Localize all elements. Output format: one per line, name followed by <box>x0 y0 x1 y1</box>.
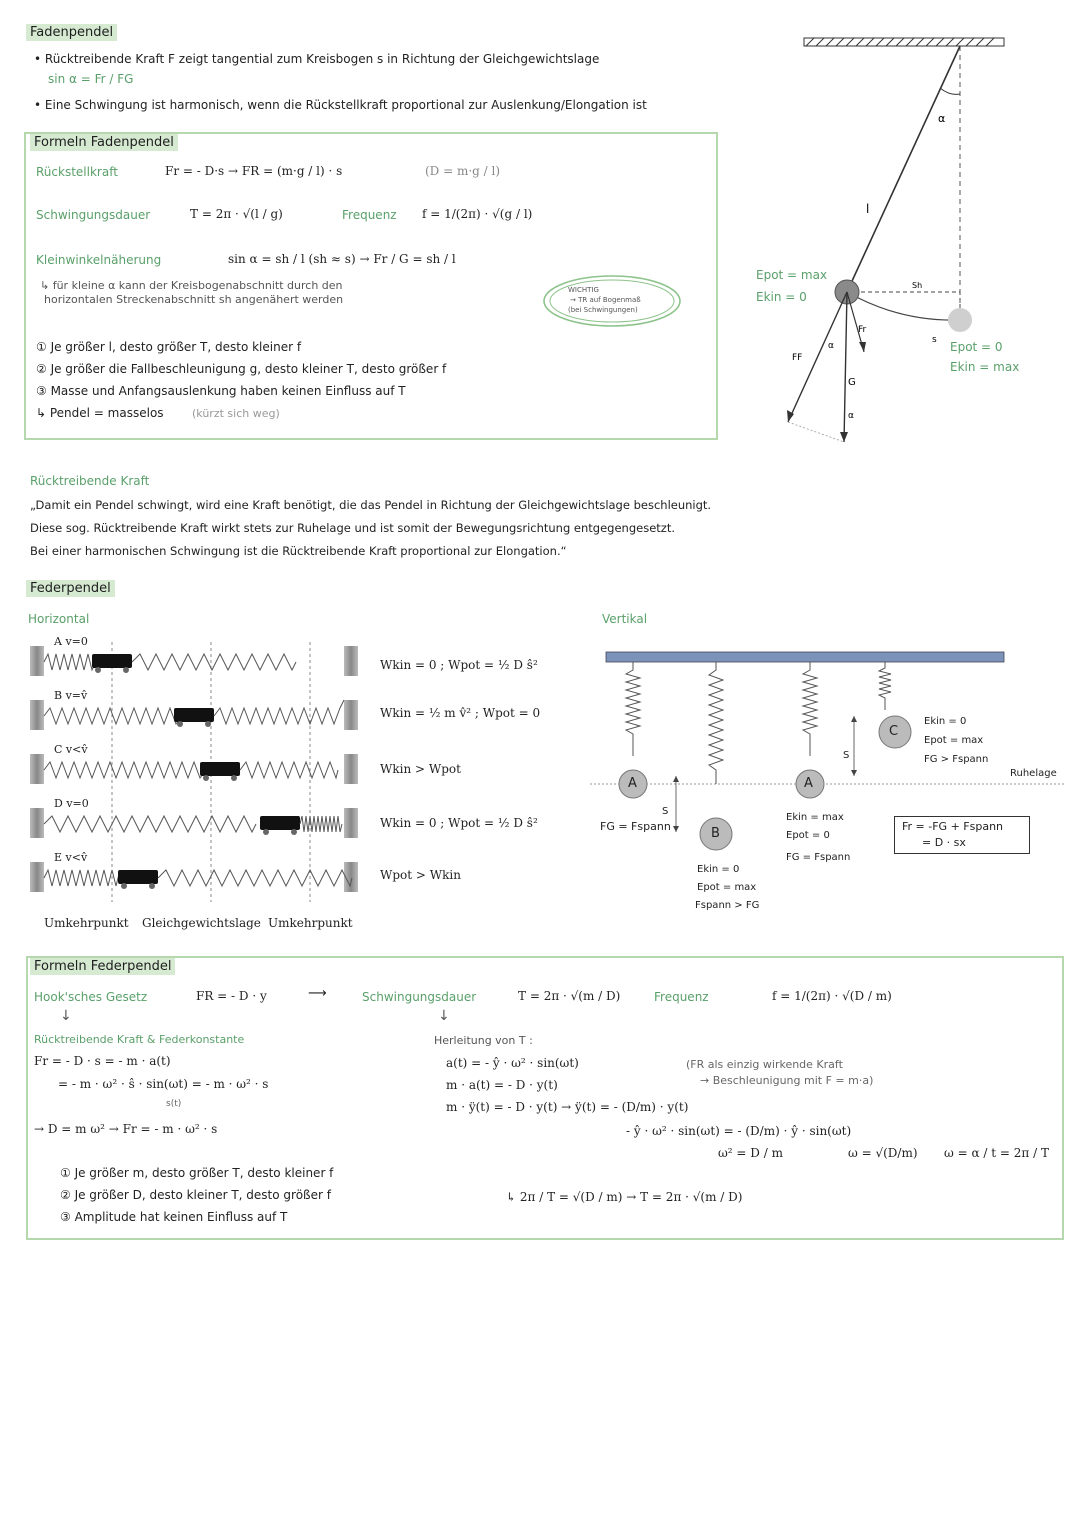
label-hooke: Hook'sches Gesetz <box>34 990 148 1004</box>
formula-kleinwinkel: sin α = sh / l (sh ≈ s) → Fr / G = sh / l <box>228 252 456 266</box>
arrow-down-herleitung: ↓ <box>438 1008 450 1024</box>
formula-d-note: (D = m·g / l) <box>425 164 501 178</box>
svg-text:G: G <box>848 377 856 388</box>
vert-label-a2: A <box>804 776 813 791</box>
bullet-ruecktreibende-kraft: • Rücktreibende Kraft F zeigt tangential zum Kreisbogen s in Richtung der Gleichgewichtslage <box>34 52 600 66</box>
herleitung-7: ω = α / t = 2π / T <box>944 1146 1049 1160</box>
energy-row-a: Wkin = 0 ; Wpot = ½ D ŝ² <box>380 658 538 672</box>
vert-label-c: C <box>889 724 899 739</box>
svg-text:l: l <box>866 202 870 216</box>
vert-c-force: FG > Fspann <box>924 754 989 765</box>
rule-feder-3: ③ Amplitude hat keinen Einfluss auf T <box>60 1210 288 1224</box>
svg-text:α: α <box>828 341 834 351</box>
vert-label-a: A <box>628 776 637 791</box>
wichtig-text-2: (bei Schwingungen) <box>568 306 638 314</box>
vert-a2-epot: Epot = 0 <box>786 830 830 841</box>
vert-force-box-line2: = D · sx <box>922 836 966 849</box>
note-fr-2: → Beschleunigung mit F = m·a) <box>700 1074 874 1087</box>
bullet-text: Rücktreibende Kraft F zeigt tangential zum Kreisbogen s in Richtung der Gleichgewichtslage <box>44 52 600 66</box>
label-feder-frequenz: Frequenz <box>654 990 709 1004</box>
rule-feder-1: ① Je größer m, desto größer T, desto kleiner f <box>60 1166 334 1180</box>
note-fr-1: (FR als einzig wirkende Kraft <box>686 1058 843 1071</box>
vert-a-forces: FG = Fspann <box>600 820 671 833</box>
vert-ruhelage: Ruhelage <box>1010 768 1057 779</box>
svg-text:α: α <box>848 411 854 421</box>
rule-faden-1: ① Je größer l, desto größer T, desto kleiner f <box>36 340 302 354</box>
formula-feder-frequenz: f = 1/(2π) · √(D / m) <box>772 989 892 1003</box>
label-epot-zero: Epot = 0 <box>950 340 1003 354</box>
vert-b-epot: Epot = max <box>697 882 757 893</box>
vert-a2-force: FG = Fspann <box>786 852 851 863</box>
ruck-line-1: „Damit ein Pendel schwingt, wird eine Kraft benötigt, die das Pendel in Richtung der Gleichgewichtslage beschleunigt. <box>30 498 712 512</box>
formula-schwingungsdauer: T = 2π · √(l / g) <box>190 207 283 221</box>
rule-faden-2: ② Je größer die Fallbeschleunigung g, desto kleiner T, desto größer f <box>36 362 447 376</box>
vert-s-left: S <box>662 806 669 817</box>
vertical-spring-diagram <box>590 636 1066 920</box>
herleitung-1: a(t) = - ŷ · ω² · sin(ωt) <box>446 1056 579 1070</box>
ruecktreibende-kraft-title: Rücktreibende Kraft <box>30 474 150 488</box>
formula-rueckstellkraft: Fr = - D·s → FR = (m·g / l) · s <box>165 164 343 178</box>
ruck-line-2: Diese sog. Rücktreibende Kraft wirkt stets zur Ruhelage und ist somit der Bewegungsrichtung entgegengesetzt. <box>30 521 675 535</box>
arrow-down-hooke: ↓ <box>60 1008 72 1024</box>
herleitung-6: ω = √(D/m) <box>848 1146 918 1160</box>
label-umkehrpunkt-right: Umkehrpunkt <box>268 916 353 930</box>
vert-c-epot: Epot = max <box>924 735 984 746</box>
formula-rk-1: Fr = - D · s = - m · a(t) <box>34 1054 171 1068</box>
horizontal-spring-diagram <box>28 632 368 914</box>
section-title-fadenpendel: Fadenpendel <box>26 24 117 41</box>
energy-row-d: Wkin = 0 ; Wpot = ½ D ŝ² <box>380 816 538 830</box>
label-frequenz: Frequenz <box>342 208 397 222</box>
formula-rk-2-note: s(t) <box>166 1099 182 1109</box>
formeln-federpendel-title: Formeln Federpendel <box>30 958 175 975</box>
herleitung-2: m · a(t) = - D · y(t) <box>446 1078 558 1092</box>
kleinwinkel-note-1: ↳ für kleine α kann der Kreisbogenabschnitt durch den <box>40 279 343 292</box>
formula-rk-2: = - m · ω² · ŝ · sin(ωt) = - m · ω² · s <box>58 1077 269 1091</box>
wichtig-label: WICHTIG <box>568 286 599 294</box>
svg-text:Fr: Fr <box>858 325 867 335</box>
rule-feder-2: ② Je größer D, desto kleiner T, desto größer f <box>60 1188 331 1202</box>
label-feder-schwingungsdauer: Schwingungsdauer <box>362 990 477 1004</box>
arrow-hooke: ⟶ <box>308 986 327 1001</box>
bullet-harmonisch: • Eine Schwingung ist harmonisch, wenn die Rückstellkraft proportional zur Auslenkung/Elongation ist <box>34 98 647 112</box>
label-rk-federkonstante: Rücktreibende Kraft & Federkonstante <box>34 1033 245 1046</box>
energy-row-c: Wkin > Wpot <box>380 762 461 776</box>
vert-force-box-line1: Fr = -FG + Fspann <box>902 820 1004 833</box>
vert-b-ekin: Ekin = 0 <box>697 864 740 875</box>
label-umkehrpunkt-left: Umkehrpunkt <box>44 916 129 930</box>
label-epot-max: Epot = max <box>756 268 828 282</box>
row-label-e: E v<v̂ <box>54 851 88 864</box>
formeln-fadenpendel-title: Formeln Fadenpendel <box>30 134 178 151</box>
label-vertikal: Vertikal <box>602 612 648 626</box>
rule-faden-4-note: (kürzt sich weg) <box>192 407 280 420</box>
fadenpendel-diagram <box>740 30 1070 460</box>
formula-rk-3: → D = m ω² → Fr = - m · ω² · s <box>34 1122 218 1136</box>
rule-faden-4: ↳ Pendel = masselos <box>36 406 164 420</box>
formula-hooke: FR = - D · y <box>196 989 267 1003</box>
svg-text:FF: FF <box>792 353 803 363</box>
label-horizontal: Horizontal <box>28 612 90 626</box>
row-label-b: B v=v̂ <box>54 689 88 702</box>
label-herleitung: Herleitung von T : <box>434 1034 533 1047</box>
label-ekin-zero: Ekin = 0 <box>756 290 807 304</box>
svg-text:Sh: Sh <box>912 281 923 290</box>
label-gleichgewichtslage: Gleichgewichtslage <box>142 916 261 930</box>
rule-faden-3: ③ Masse und Anfangsauslenkung haben keinen Einfluss auf T <box>36 384 406 398</box>
bullet-text: Eine Schwingung ist harmonisch, wenn die Rückstellkraft proportional zur Auslenkung/Elongation ist <box>44 98 647 112</box>
label-kleinwinkel: Kleinwinkelnäherung <box>36 253 162 267</box>
row-label-c: C v<v̂ <box>54 743 88 756</box>
vert-s-right: S <box>843 750 850 761</box>
formula-feder-schwingungsdauer: T = 2π · √(m / D) <box>518 989 621 1003</box>
kleinwinkel-note-2: horizontalen Streckenabschnitt sh angenähert werden <box>44 293 344 306</box>
svg-text:α: α <box>938 112 946 125</box>
row-label-d: D v=0 <box>54 797 89 810</box>
row-label-a: A v=0 <box>54 635 88 648</box>
section-title-federpendel: Federpendel <box>26 580 115 597</box>
formula-frequenz: f = 1/(2π) · √(g / l) <box>422 207 533 221</box>
label-ekin-max: Ekin = max <box>950 360 1020 374</box>
energy-row-e: Wpot > Wkin <box>380 868 461 882</box>
herleitung-3: m · ÿ(t) = - D · y(t) → ÿ(t) = - (D/m) · y(t) <box>446 1100 689 1114</box>
ruck-line-3: Bei einer harmonischen Schwingung ist die Rücktreibende Kraft proportional zur Elongation.“ <box>30 544 567 558</box>
feder-result: ↳ 2π / T = √(D / m) → T = 2π · √(m / D) <box>506 1190 743 1204</box>
vert-c-ekin: Ekin = 0 <box>924 716 967 727</box>
wichtig-text-1: → TR auf Bogenmaß <box>570 296 641 304</box>
vert-label-b: B <box>711 826 720 841</box>
herleitung-4: - ŷ · ω² · sin(ωt) = - (D/m) · ŷ · sin(ωt) <box>626 1124 852 1138</box>
herleitung-5: ω² = D / m <box>718 1146 783 1160</box>
label-rueckstellkraft: Rückstellkraft <box>36 165 118 179</box>
energy-row-b: Wkin = ½ m v̂² ; Wpot = 0 <box>380 706 541 720</box>
vert-b-force: Fspann > FG <box>695 900 760 911</box>
bullet-sin-alpha: sin α = Fr / FG <box>48 72 134 86</box>
svg-text:s: s <box>932 335 937 345</box>
vert-a2-ekin: Ekin = max <box>786 812 844 823</box>
label-schwingungsdauer: Schwingungsdauer <box>36 208 151 222</box>
